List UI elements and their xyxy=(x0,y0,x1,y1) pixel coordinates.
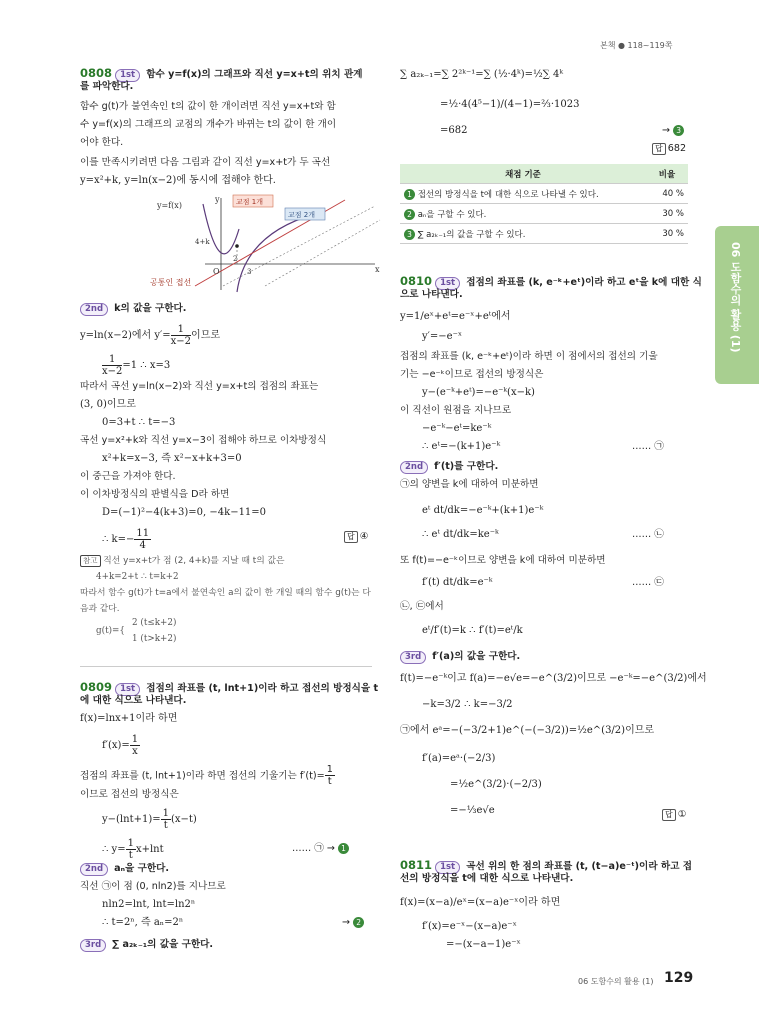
math-line: =−(x−a−1)e⁻ˣ xyxy=(446,939,521,950)
text-line: y=x²+k, y=ln(x−2)에 동시에 접해야 한다. xyxy=(80,175,276,186)
math-line: eᵗ dt/dk=−e⁻ᵏ+(k+1)e⁻ᵏ xyxy=(422,505,544,516)
marker: …… ㉠ → 1 xyxy=(292,842,349,856)
text-line: 직선 ㉠이 점 (0, nln2)를 지나므로 xyxy=(80,881,226,892)
math-line: y=ln(x−2)에서 y′= $\frac{1}{x-2}$ 이므로 xyxy=(80,324,221,347)
graph-tick-3: 3 xyxy=(247,268,252,276)
math-line: =−⅓e√e xyxy=(450,805,495,816)
text-line: 기는 −e⁻ᵏ이므로 접선의 방정식은 xyxy=(400,369,544,380)
math-line: $\frac{1}{x-2}$ =1 ∴ x=3 xyxy=(102,354,171,377)
text-line: 이 이차방정식의 판별식을 D라 하면 xyxy=(80,489,230,500)
math-line: =½e^(3/2)·(−2/3) xyxy=(450,779,542,790)
p0809-step3: 3rd ∑ a₂ₖ₋₁의 값을 구한다. xyxy=(80,938,213,952)
table-row: 2 aₙ을 구할 수 있다. 30 % xyxy=(400,204,688,224)
graph-tick-2: 2 xyxy=(233,255,238,263)
footer-chapter: 06 도함수의 활용 (1) xyxy=(578,977,654,986)
text-line: 함수 g(t)가 불연속인 t의 값이 한 개이려면 직선 y=x+t와 함 xyxy=(80,101,336,112)
text-line: 곡선 y=x²+k와 직선 y=x−3이 접해야 하므로 이차방정식 xyxy=(80,435,327,446)
graph-label-x: x xyxy=(375,265,380,274)
math-line: f′(t) dt/dk=e⁻ᵏ xyxy=(422,577,493,588)
note-line: 음과 같다. xyxy=(80,604,120,614)
marker: → 2 xyxy=(342,916,364,930)
graph-label-o: O xyxy=(213,267,220,276)
math-line: y−(e⁻ᵏ+eᵗ)=−e⁻ᵏ(x−k) xyxy=(422,387,535,398)
note-line: 참고 직선 y=x+t가 점 (2, 4+k)를 지날 때 t의 값은 xyxy=(80,554,285,568)
math-line: D=(−1)²−4(k+3)=0, −4k−11=0 xyxy=(102,507,267,518)
math-line: f(x)=lnx+1이라 하면 xyxy=(80,713,178,724)
step-title: k의 값을 구한다. xyxy=(114,303,187,314)
note-line: 1 (t>k+2) xyxy=(132,634,177,644)
math-line: =½·4(4⁵−1)/(4−1)=⅔·1023 xyxy=(440,99,580,110)
p0810-step3: 3rd f′(a)의 값을 구한다. xyxy=(400,650,520,664)
text-line: 이므로 접선의 방정식은 xyxy=(80,789,179,800)
p0809-step2: 2nd aₙ을 구한다. xyxy=(80,862,169,876)
math-line: 0=3+t ∴ t=−3 xyxy=(102,417,176,428)
marker: …… ㉡ xyxy=(632,529,664,540)
answer: 답 ① xyxy=(662,808,686,822)
math-line: y=1/eˣ+eᵗ=e⁻ˣ+eᵗ에서 xyxy=(400,311,511,322)
step-title-cont: 으로 나타낸다. xyxy=(400,289,463,300)
math-line: f′(a)=eᵃ·(−2/3) xyxy=(422,753,496,764)
graph-label-fx: y=f(x) xyxy=(157,201,182,210)
math-line: ∴ eᵗ dt/dk=ke⁻ᵏ xyxy=(422,529,499,540)
text-line: 또 f(t)=−e⁻ᵏ이므로 양변을 k에 대하여 미분하면 xyxy=(400,555,606,566)
p0811-title: 0811 1st 곡선 위의 한 점의 좌표를 (t, (t−a)e⁻ᵗ)이라 하고 접 xyxy=(400,858,693,872)
graph-tangent-label: 공통인 접선 xyxy=(150,278,192,287)
answer: 답 682 xyxy=(652,142,686,156)
note-line: 따라서 함수 g(t)가 t=a에서 불연속인 a의 값이 한 개일 때의 함수 g(t)는 다 xyxy=(80,588,371,598)
step-title-cont: 선의 방정식을 t에 대한 식으로 나타낸다. xyxy=(400,873,574,884)
text-line: (3, 0)이므로 xyxy=(80,399,136,410)
text-line: 이 직선이 원점을 지나므로 xyxy=(400,405,512,416)
p0808-step2 xyxy=(80,302,186,316)
step-tag: 2nd xyxy=(80,303,108,316)
grading-table xyxy=(400,164,688,244)
math-line: x²+k=x−3, 즉 x²−x+k+3=0 xyxy=(102,453,242,464)
text-line: ㉡, ㉢에서 xyxy=(400,601,444,612)
graph-callout-1: 교점 1개 xyxy=(236,198,263,206)
text-line: 접점의 좌표를 (k, e⁻ᵏ+eᵗ)이라 하면 이 점에서의 접선의 기울 xyxy=(400,351,658,362)
table-header: 비율 xyxy=(646,164,688,184)
math-line: f(t)=−e⁻ᵏ이고 f(a)=−e√e=−e^(3/2)이므로 −e⁻ᵏ=−e^(3/2)에서 xyxy=(400,673,707,684)
text-line: 어야 한다. xyxy=(80,137,124,148)
math-line: y−(lnt+1)= $\frac{1}{t}$ (x−t) xyxy=(102,808,197,831)
table-row: 1 접선의 방정식을 t에 대한 식으로 나타낼 수 있다. 40 % xyxy=(400,184,688,204)
marker: …… ㉢ xyxy=(632,577,664,588)
table-header: 채점 기준 xyxy=(400,164,646,184)
divider xyxy=(80,666,372,667)
text-line: 이 중근을 가져야 한다. xyxy=(80,471,176,482)
step-title-cont: 에 대한 식으로 나타낸다. xyxy=(80,695,187,706)
math-line: ∴ y= $\frac{1}{t}$ x+lnt xyxy=(102,838,164,861)
p0809-title: 0809 1st 접점의 좌표를 (t, lnt+1)이라 하고 접선의 방정식을 t xyxy=(80,680,379,694)
graph-label-y: y xyxy=(215,195,220,204)
marker: …… ㉠ xyxy=(632,441,664,452)
text-line: 수 y=f(x)의 그래프의 교점의 개수가 바뀌는 t의 값이 한 개이 xyxy=(80,119,337,130)
note-line: g(t)={ xyxy=(96,626,125,636)
math-line: y′=−e⁻ˣ xyxy=(422,331,463,342)
text-line: 접점의 좌표를 (t, lnt+1)이라 하면 접선의 기울기는 f′(t)= $\frac{1}{t}$ xyxy=(80,764,333,787)
graph-callout-2: 교점 2개 xyxy=(288,211,315,219)
chapter-side-tab[interactable] xyxy=(715,226,759,384)
answer: 답 ④ xyxy=(344,530,368,544)
math-line: −e⁻ᵏ−eᵗ=ke⁻ᵏ xyxy=(422,423,492,434)
note-line: 2 (t≤k+2) xyxy=(132,618,177,628)
marker: → 3 xyxy=(662,124,684,138)
math-line: =682 xyxy=(440,125,468,136)
math-line: ∑ a₂ₖ₋₁=∑ 2²ᵏ⁻¹=∑ (½·4ᵏ)=½∑ 4ᵏ xyxy=(400,69,564,80)
math-line: −k=3/2 ∴ k=−3/2 xyxy=(422,699,513,710)
p0810-step2: 2nd f′(t)를 구한다. xyxy=(400,460,498,474)
note-line: 4+k=2+t ∴ t=k+2 xyxy=(96,572,179,582)
math-line: nln2=lnt, lnt=ln2ⁿ xyxy=(102,899,196,910)
math-line: f′(x)= $\frac{1}{x}$ xyxy=(102,734,139,757)
math-line: ∴ eᵗ=−(k+1)e⁻ᵏ xyxy=(422,441,501,452)
problem-number: 0808 xyxy=(80,66,113,80)
text-line: ㉠의 양변을 k에 대하여 미분하면 xyxy=(400,479,539,490)
text-line: 이를 만족시키려면 다음 그림과 같이 직선 y=x+t가 두 곡선 xyxy=(80,157,331,168)
table-row: 3 ∑ a₂ₖ₋₁의 값을 구할 수 있다. 30 % xyxy=(400,224,688,244)
step-tag: 1st xyxy=(115,69,140,82)
math-line: eᵗ/f′(t)=k ∴ f′(t)=eᵗ/k xyxy=(422,625,523,636)
math-line: f(x)=(x−a)/eˣ=(x−a)e⁻ˣ이라 하면 xyxy=(400,897,561,908)
math-line: ∴ k=− $\frac{11}{4}$ xyxy=(102,528,150,551)
math-line: f′(x)=e⁻ˣ−(x−a)e⁻ˣ xyxy=(422,921,517,932)
graph-label-4k: 4+k xyxy=(195,238,210,246)
chapter-tab-label: 06 도함수의 활용 (1) xyxy=(729,242,742,353)
math-line: ㉠에서 eᵃ=−(−3/2+1)e^(−(−3/2))=½e^(3/2)이므로 xyxy=(400,725,655,736)
text-line: 따라서 곡선 y=ln(x−2)와 직선 y=x+t의 접점의 좌표는 xyxy=(80,381,319,392)
p0810-title: 0810 1st 접점의 좌표를 (k, e⁻ᵏ+eᵗ)이라 하고 eᵗ을 k에 대한 식 xyxy=(400,274,702,288)
math-line: ∴ t=2ⁿ, 즉 aₙ=2ⁿ xyxy=(102,917,184,928)
step-title: 함수 y=f(x)의 그래프와 직선 y=x+t의 위치 관계 xyxy=(146,69,363,80)
page-number: 129 xyxy=(664,970,694,986)
page-ref: 본책 ● 118~119쪽 xyxy=(600,41,673,50)
step-title-cont: 를 파악한다. xyxy=(80,81,134,92)
